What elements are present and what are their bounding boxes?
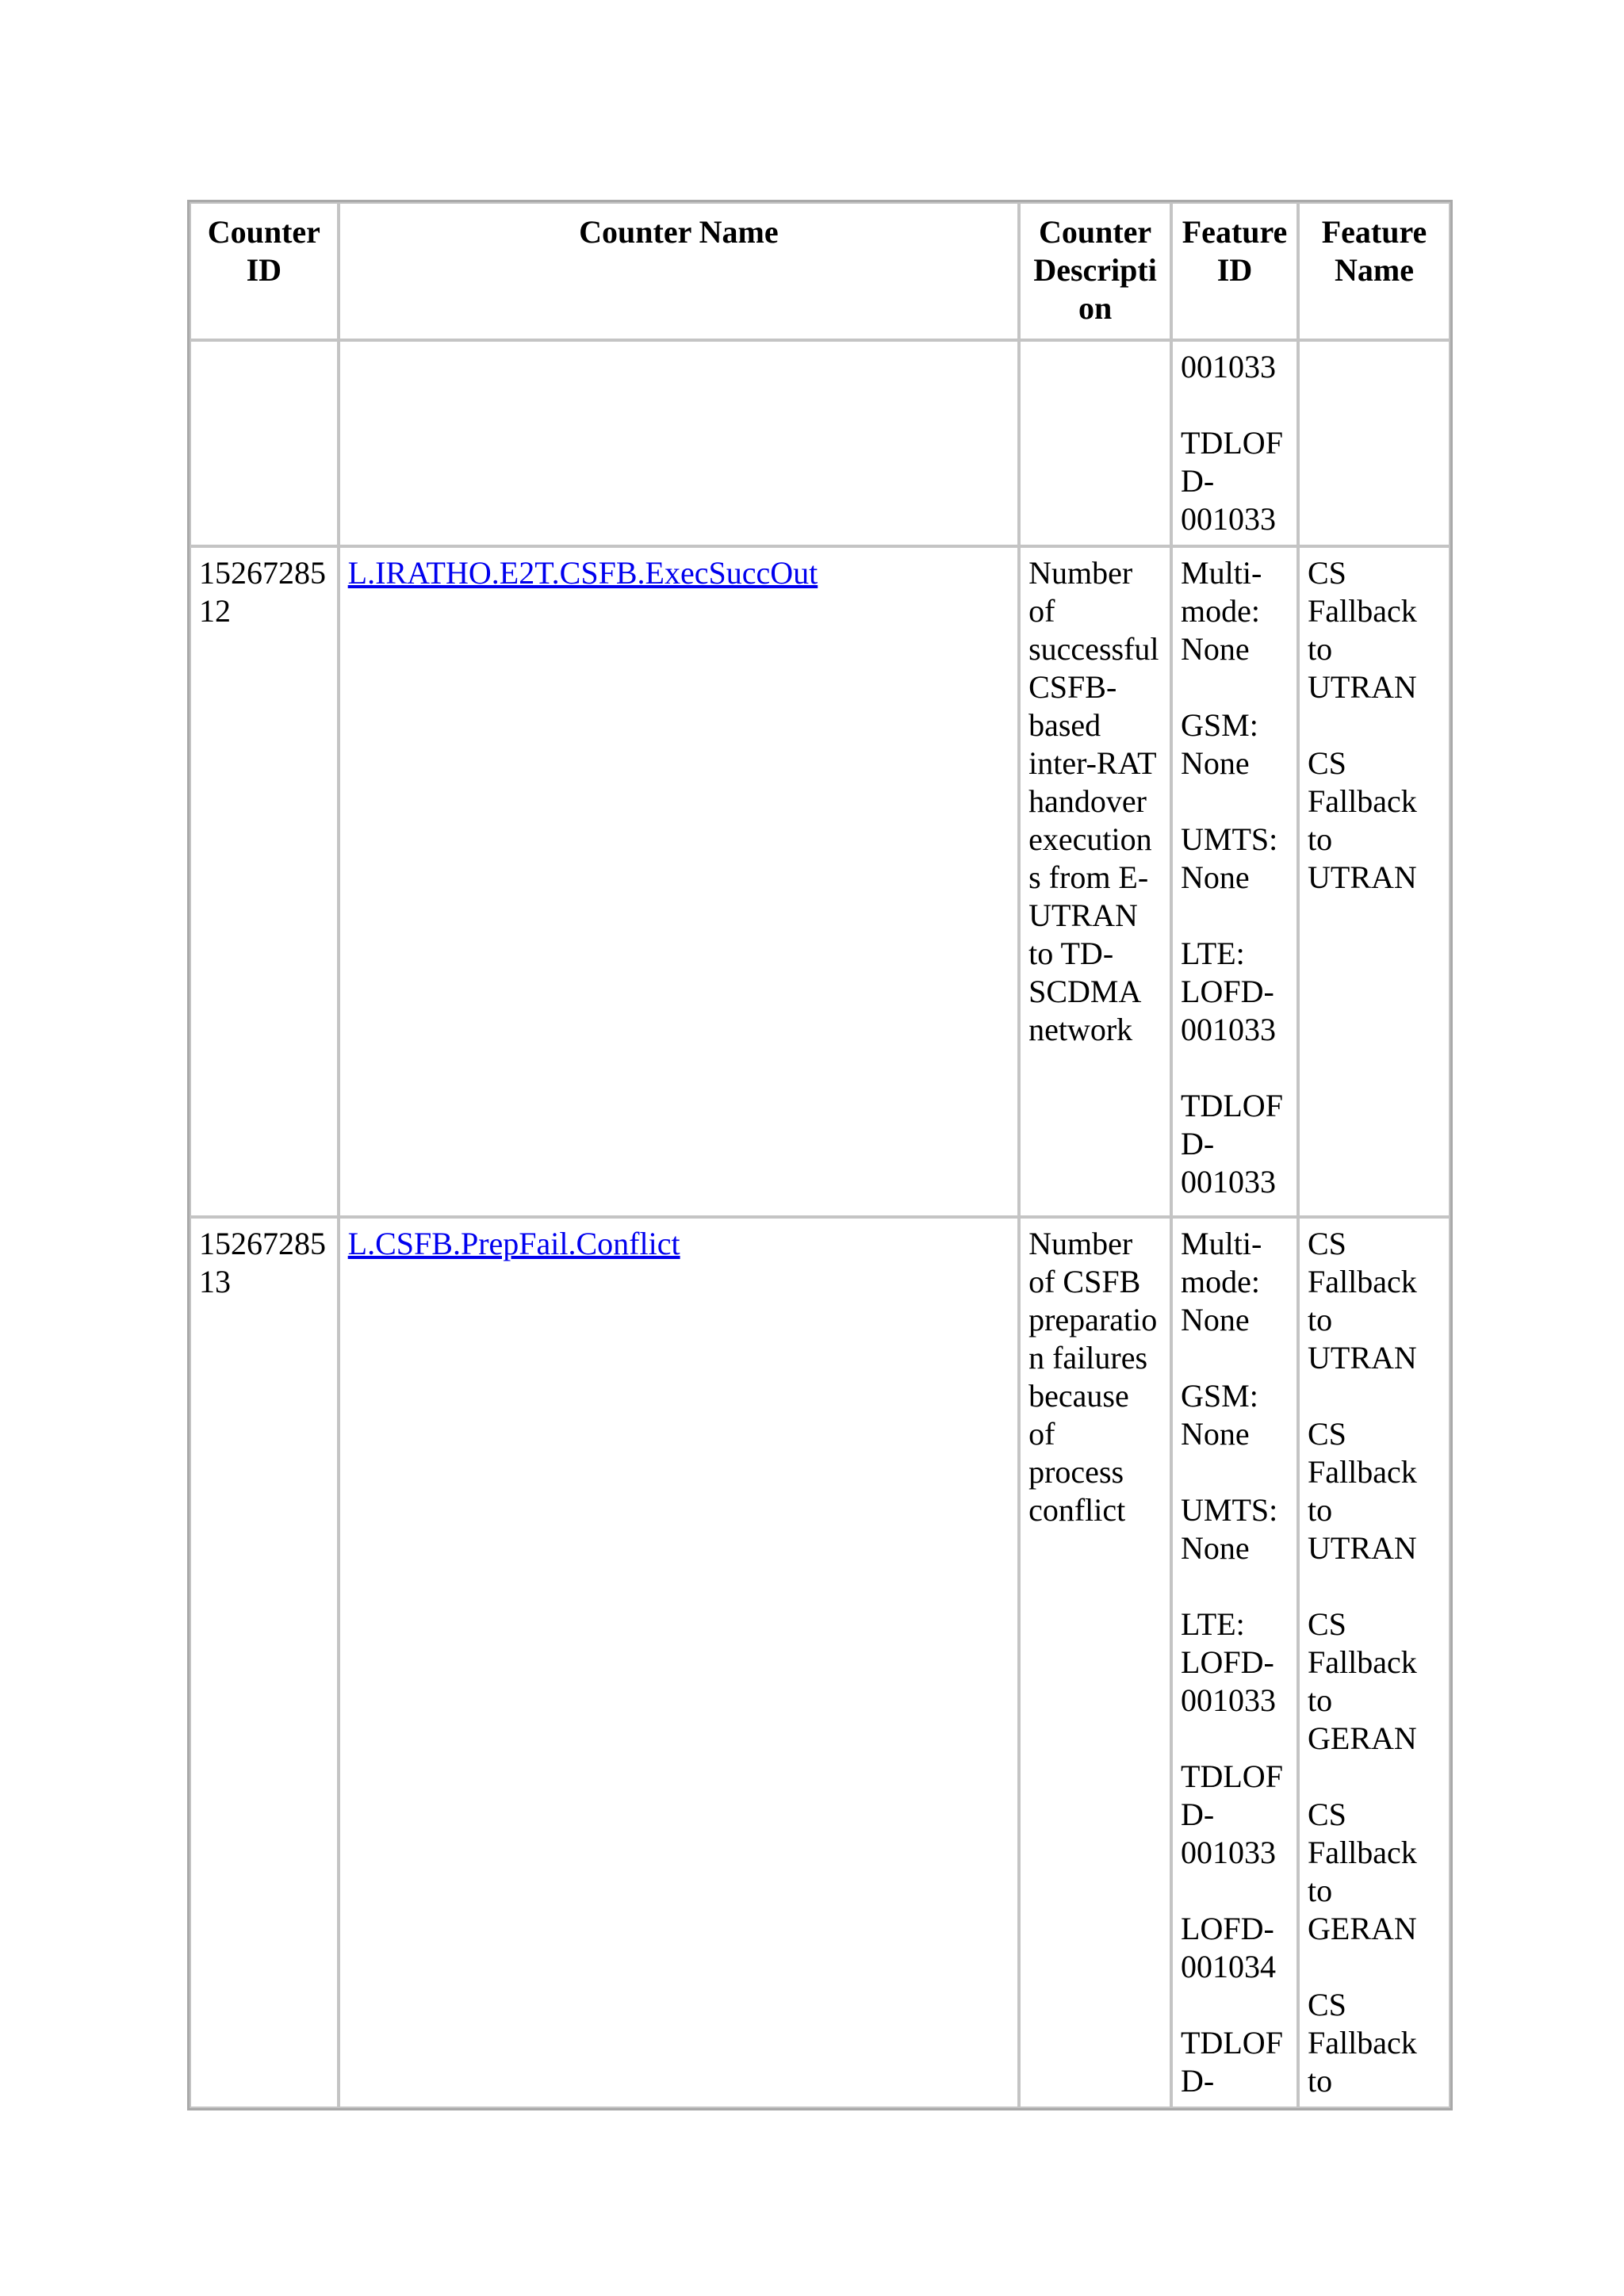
cell-line: UMTS: (1181, 821, 1278, 857)
cell-line: 001033 (1181, 1835, 1277, 1870)
counter-id-cell (190, 546, 339, 1217)
cell-line: of (1028, 593, 1055, 629)
line-gap (1181, 1339, 1289, 1377)
cell-line: preparatio (1028, 1302, 1158, 1337)
cell-line: Number (1028, 1226, 1133, 1261)
cell-line: Fallback (1308, 783, 1417, 819)
header-feature-id: Feature ID (1171, 202, 1298, 340)
cell-line: TDLOF (1181, 1758, 1283, 1794)
cell-line: UTRAN (1028, 897, 1138, 933)
cell-line: 001033 (1181, 1682, 1277, 1718)
table-row (190, 340, 1450, 546)
cell-line: to (1308, 821, 1333, 857)
cell-line: to (1308, 1302, 1333, 1337)
cell-line: UTRAN (1308, 1340, 1417, 1376)
cell-line: D- (1181, 1126, 1215, 1161)
cell-line: Fallback (1308, 1644, 1417, 1680)
cell-line: UMTS: (1181, 1492, 1278, 1528)
cell-line: Number (1028, 555, 1133, 591)
cell-line: 12 (199, 593, 231, 629)
cell-line: Fallback (1308, 1454, 1417, 1490)
feature-name-cell (1298, 1217, 1450, 2108)
cell-line: 13 (199, 1264, 231, 1299)
cell-line: 001033 (1181, 501, 1277, 537)
header-counter-name: Counter Name (339, 202, 1019, 340)
cell-line: CS (1308, 1416, 1346, 1452)
cell-line: None (1181, 1302, 1250, 1337)
description-cell (1019, 340, 1171, 546)
cell-line: Multi- (1181, 1226, 1262, 1261)
cell-line: network (1028, 1012, 1133, 1047)
cell-line: 001033 (1181, 1164, 1277, 1200)
counter-name-cell (339, 546, 1019, 1217)
counter-name-link[interactable]: L.CSFB.PrepFail.Conflict (347, 1226, 680, 1261)
cell-line: SCDMA (1028, 974, 1142, 1009)
line-gap (1308, 1758, 1441, 1796)
cell-line: to (1308, 1492, 1333, 1528)
description-cell (1019, 1217, 1171, 2108)
cell-line: n failures (1028, 1340, 1148, 1376)
cell-line: GSM: (1181, 1378, 1258, 1414)
cell-line: LOFD- (1181, 1644, 1274, 1680)
line-gap (1181, 1049, 1289, 1087)
counter-name-cell (339, 340, 1019, 546)
description-cell (1019, 546, 1171, 1217)
cell-line: TDLOF (1181, 1088, 1283, 1123)
cell-line: None (1181, 859, 1250, 895)
cell-line: execution (1028, 821, 1152, 857)
cell-line: GSM: (1181, 707, 1258, 743)
line-gap (1181, 668, 1289, 706)
cell-line: 15267285 (199, 1226, 326, 1261)
line-gap (1181, 1453, 1289, 1491)
line-gap (1181, 1720, 1289, 1758)
cell-line: to (1308, 631, 1333, 667)
cell-line: None (1181, 631, 1250, 667)
cell-line: because of (1028, 1378, 1129, 1452)
cell-line: D- (1181, 463, 1215, 499)
cell-line: conflict (1028, 1492, 1126, 1528)
cell-line: CS (1308, 1987, 1346, 2022)
line-gap (1308, 1567, 1441, 1605)
cell-line: Fallback (1308, 1835, 1417, 1870)
line-gap (1181, 783, 1289, 821)
cell-line: to (1308, 1682, 1333, 1718)
line-gap (1308, 706, 1441, 744)
cell-line: Fallback (1308, 593, 1417, 629)
cell-line: 001034 (1181, 1949, 1277, 1984)
cell-line: Multi- (1181, 555, 1262, 591)
cell-line: CS (1308, 555, 1346, 591)
line-gap (1181, 897, 1289, 935)
cell-line: 15267285 (199, 555, 326, 591)
cell-line: UTRAN (1308, 669, 1417, 705)
cell-line: UTRAN (1308, 1530, 1417, 1566)
cell-line: TDLOF (1181, 425, 1283, 461)
line-gap (1308, 1377, 1441, 1415)
cell-line: successful (1028, 631, 1159, 667)
cell-line: None (1181, 1416, 1250, 1452)
table-row (190, 546, 1450, 1217)
line-gap (1308, 1948, 1441, 1986)
counter-name-link[interactable]: L.IRATHO.E2T.CSFB.ExecSuccOut (347, 555, 818, 591)
feature-id-cell (1171, 1217, 1298, 2108)
feature-name-cell (1298, 340, 1450, 546)
table-header-row (190, 202, 1450, 340)
cell-line: CS (1308, 1797, 1346, 1832)
header-counter-id: Counter ID (190, 202, 339, 340)
counter-id-cell (190, 340, 339, 546)
cell-line: LTE: (1181, 1606, 1245, 1642)
cell-line: LOFD- (1181, 1911, 1274, 1946)
cell-line: Fallback (1308, 2025, 1417, 2061)
cell-line: 001033 (1181, 1012, 1277, 1047)
cell-line: handover (1028, 783, 1147, 819)
cell-line: inter-RAT (1028, 745, 1157, 781)
line-gap (1181, 1567, 1289, 1605)
cell-line: of CSFB (1028, 1264, 1141, 1299)
cell-line: GERAN (1308, 1720, 1417, 1756)
cell-line: Fallback (1308, 1264, 1417, 1299)
counter-table (187, 200, 1453, 2110)
counter-id-cell (190, 1217, 339, 2108)
cell-line: D- (1181, 1797, 1215, 1832)
line-gap (1181, 1986, 1289, 2024)
cell-line: s from E- (1028, 859, 1149, 895)
feature-id-cell (1171, 340, 1298, 546)
cell-line: CS (1308, 745, 1346, 781)
cell-line: process (1028, 1454, 1124, 1490)
line-gap (1181, 386, 1289, 424)
cell-line: GERAN (1308, 1911, 1417, 1946)
counter-name-cell (339, 1217, 1019, 2108)
feature-name-cell (1298, 546, 1450, 1217)
header-counter-description: Counter Descripti on (1019, 202, 1171, 340)
cell-line: None (1181, 1530, 1250, 1566)
cell-line: UTRAN (1308, 859, 1417, 895)
line-gap (1181, 1872, 1289, 1910)
cell-line: TDLOF (1181, 2025, 1283, 2061)
cell-line: D- (1181, 2063, 1215, 2099)
cell-line: CS (1308, 1606, 1346, 1642)
cell-line: based (1028, 707, 1101, 743)
cell-line: to (1308, 2063, 1333, 2099)
table-row (190, 1217, 1450, 2108)
feature-id-cell (1171, 546, 1298, 1217)
cell-line: LOFD- (1181, 974, 1274, 1009)
cell-line: CS (1308, 1226, 1346, 1261)
header-feature-name: Feature Name (1298, 202, 1450, 340)
cell-line: mode: (1181, 1264, 1261, 1299)
cell-line: 001033 (1181, 349, 1277, 385)
cell-line: to TD- (1028, 936, 1114, 971)
cell-line: None (1181, 745, 1250, 781)
cell-line: mode: (1181, 593, 1261, 629)
cell-line: LTE: (1181, 936, 1245, 971)
cell-line: to (1308, 1873, 1333, 1908)
cell-line: CSFB- (1028, 669, 1117, 705)
